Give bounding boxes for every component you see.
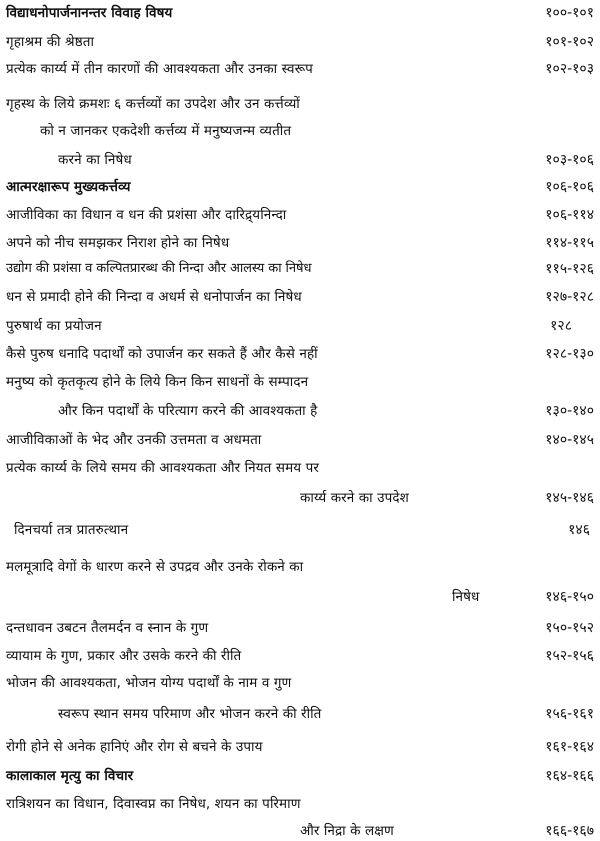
toc-entry-11-page: १२८-१३० xyxy=(545,346,594,362)
toc-entry-1-page: १००-१०१ xyxy=(545,5,594,21)
toc-entry-4-page: १०३-१०६ xyxy=(545,152,594,168)
toc-entry-9-page: १२७-१२८ xyxy=(545,289,594,305)
toc-entry-22-line-1: रात्रिशयन का विधान, दिवास्वप्न का निषेध, शयन का परिमाण xyxy=(6,796,301,812)
toc-entry-19-page: १५६-१६१ xyxy=(545,706,594,722)
toc-entry-7-title: अपने को नीच समझकर निराश होने का निषेध xyxy=(6,235,230,251)
toc-entry-17-title: दन्तधावन उबटन तैलमर्दन व स्नान के गुण xyxy=(6,620,209,636)
toc-entry-15-title: दिनचर्या तत्र प्रातरुत्थान xyxy=(14,522,129,538)
toc-entry-5-title: आत्मरक्षारूप मुख्यकर्त्तव्य xyxy=(6,179,131,195)
toc-entry-18-page: १५२-१५६ xyxy=(545,648,594,664)
toc-entry-8-title: उद्योग की प्रशंसा व कल्पितप्रारब्ध की निन्दा और आलस्य का निषेध xyxy=(6,261,312,276)
toc-entry-18-title: व्यायाम के गुण, प्रकार और उसके करने की रीति xyxy=(6,648,242,664)
toc-entry-2-page: १०१-१०२ xyxy=(545,34,594,50)
toc-entry-6-title: आजीविका का विधान व धन की प्रशंसा और दारिद्र्यनिन्दा xyxy=(6,207,287,223)
toc-entry-22-page: १६६-१६७ xyxy=(545,823,594,839)
toc-entry-19-line-2: स्वरूप स्थान समय परिमाण और भोजन करने की रीति xyxy=(58,706,322,722)
toc-entry-13-page: १४०-१४५ xyxy=(545,432,594,448)
toc-entry-6-page: १०६-११४ xyxy=(545,207,594,223)
toc-entry-4-line-3: करने का निषेध xyxy=(58,152,132,168)
toc-entry-14-line-1: प्रत्येक कार्य्य के लिये समय की आवश्यकता और नियत समय पर xyxy=(6,460,319,476)
toc-entry-5-page: १०६-१०६ xyxy=(545,179,594,195)
toc-entry-22-line-2: और निद्रा के लक्षण xyxy=(300,823,394,839)
toc-entry-20-page: १६१-१६४ xyxy=(545,739,594,755)
toc-entry-4-line-2: को न जानकर एकदेशी कर्त्तव्य में मनुष्यजन्म व्यतीत xyxy=(40,123,292,139)
toc-entry-13-title: आजीविकाओं के भेद और उनकी उत्तमता व अधमता xyxy=(6,432,262,448)
toc-entry-12-line-2: और किन पदार्थों के परित्याग करने की आवश्यकता है xyxy=(58,403,318,419)
toc-entry-21-title: कालाकाल मृत्यु का विचार xyxy=(6,768,134,784)
toc-entry-21-page: १६४-१६६ xyxy=(545,768,594,784)
toc-entry-1-title: विद्याधनोपार्जनानन्तर विवाह विषय xyxy=(6,5,173,21)
toc-entry-10-title: पुरुषार्थ का प्रयोजन xyxy=(6,318,102,334)
toc-entry-19-line-1: भोजन की आवश्यकता, भोजन योग्य पदार्थों के नाम व गुण xyxy=(6,675,292,691)
toc-entry-14-line-2: कार्य्य करने का उपदेश xyxy=(300,490,409,506)
toc-entry-11-title: कैसे पुरुष धनादि पदार्थों को उपार्जन कर सकते हैं और कैसे नहीं xyxy=(6,346,318,362)
toc-entry-20-title: रोगी होने से अनेक हानिएं और रोग से बचने के उपाय xyxy=(6,739,263,755)
toc-entry-12-line-1: मनुष्य को कृतकृत्य होने के लिये किन किन साधनों के सम्पादन xyxy=(6,374,309,390)
toc-entry-17-page: १५०-१५२ xyxy=(545,620,594,636)
toc-entry-7-page: ११४-११५ xyxy=(545,235,594,251)
toc-entry-3-title: प्रत्येक कार्य्य में तीन कारणों की आवश्यकता और उनका स्वरूप xyxy=(6,61,313,77)
toc-entry-2-title: गृहाश्रम की श्रेष्ठता xyxy=(6,34,95,50)
toc-entry-12-page: १३०-१४० xyxy=(545,403,594,419)
toc-entry-15-page: १४६ xyxy=(568,522,590,538)
toc-entry-9-title: धन से प्रमादी होने की निन्दा व अधर्म से धनोपार्जन का निषेध xyxy=(6,289,302,305)
toc-entry-16-line-2: निषेध xyxy=(452,589,480,605)
toc-entry-14-page: १४५-१४६ xyxy=(545,490,594,506)
toc-entry-10-page: १२८ xyxy=(550,318,572,334)
toc-entry-16-page: १४६-१५० xyxy=(545,589,594,605)
toc-entry-3-page: १०२-१०३ xyxy=(545,61,594,77)
toc-entry-4-line-1: गृहस्थ के लिये क्रमशः ६ कर्त्तव्यों का उपदेश और उन कर्त्तव्यों xyxy=(6,96,300,112)
toc-entry-16-line-1: मलमूत्रादि वेगों के धारण करने से उपद्रव और उनके रोकने का xyxy=(6,559,304,575)
toc-entry-8-page: ११५-१२६ xyxy=(545,261,594,277)
